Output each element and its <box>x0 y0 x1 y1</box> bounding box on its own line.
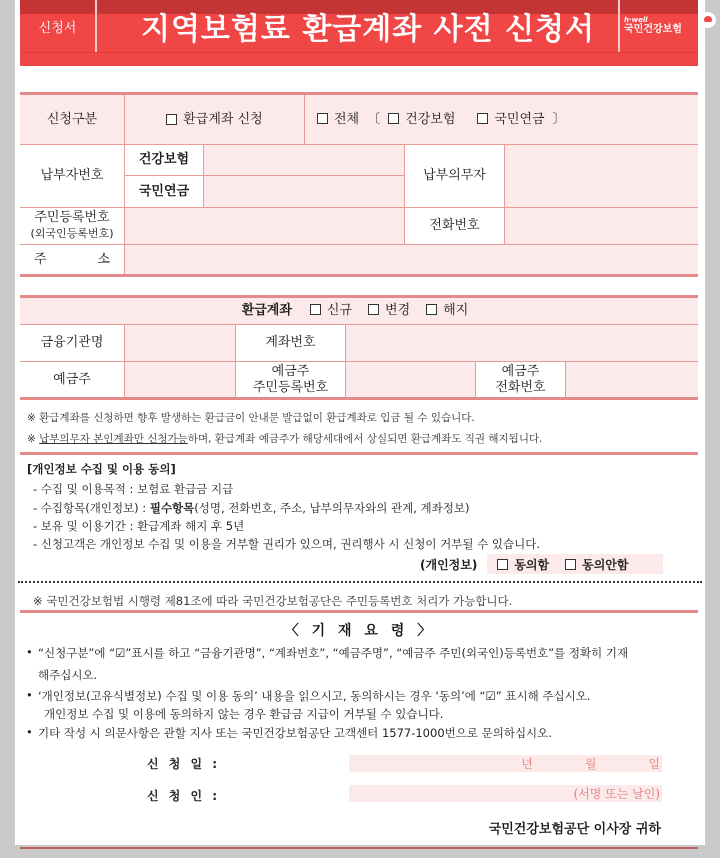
nhis-logo <box>624 16 682 36</box>
privacy-consent <box>420 554 663 574</box>
option-label: 국민연금 <box>494 111 545 127</box>
privacy-item <box>33 500 469 516</box>
date-year: 년 <box>521 757 533 771</box>
checkbox-cancel[interactable] <box>426 304 437 315</box>
header-divider <box>95 0 97 52</box>
refund-account-option[interactable] <box>125 95 305 145</box>
application-date-field[interactable] <box>349 755 662 772</box>
option-disagree[interactable] <box>565 556 628 573</box>
date-month: 월 <box>584 757 597 771</box>
guide-item-text: ‘개인정보(고유식별정보) 수집 및 이용 동의’ 내용을 읽으시고, 동의하시는 경우 ‘동의’에 “☑” 표시해 주십시오. <box>38 689 591 703</box>
holder-rrn-field[interactable] <box>346 362 476 398</box>
privacy-item-rest: (성명, 전화번호, 주소, 납부의무자와의 관계, 계좌정보) <box>194 501 470 515</box>
account-number-field[interactable] <box>346 325 698 362</box>
payer-number-label: 납부자번호 <box>20 145 125 208</box>
note-underlined: 납부의무자 본인계좌만 신청가능 <box>39 433 188 445</box>
header-divider <box>618 0 620 52</box>
option-new[interactable] <box>310 303 352 319</box>
section-divider <box>20 610 698 613</box>
form-header <box>20 0 698 66</box>
checkbox-refund-account[interactable] <box>166 114 177 125</box>
label-line: 전화번호 <box>495 380 546 395</box>
application-type-label: 신청구분 <box>20 95 125 145</box>
option-label: 전체 <box>334 111 360 127</box>
option-health-insurance[interactable] <box>388 112 455 128</box>
bracket-close: 〕 <box>552 111 566 127</box>
obligor-label: 납부의무자 <box>405 145 505 208</box>
option-change[interactable] <box>368 303 410 319</box>
dotted-divider <box>18 581 702 583</box>
applicant-signature-field[interactable] <box>349 785 662 802</box>
privacy-item-bold: 필수항목 <box>149 501 195 515</box>
option-agree[interactable] <box>497 556 549 573</box>
bullet: • <box>26 645 33 659</box>
page-title: 지역보험료 환급계좌 사전 신청서 <box>140 12 596 47</box>
holder-phone-label <box>476 362 566 398</box>
rrn-label-main: 주민등록번호 <box>34 210 110 225</box>
privacy-item-prefix: - 수집항목(개인정보) : <box>33 501 150 515</box>
guide-item-text: 기타 작성 시 의문사항은 관할 지사 또는 국민건강보험공단 고객센터 1577-1000번으로 문의하십시오. <box>38 726 552 740</box>
checkbox-disagree[interactable] <box>565 559 576 570</box>
address-field[interactable] <box>125 245 698 275</box>
applicant-table <box>20 95 698 275</box>
checkbox-change[interactable] <box>368 304 379 315</box>
guide-item <box>26 725 552 741</box>
rrn-field[interactable] <box>125 208 405 245</box>
addressee: 국민건강보험공단 이사장 귀하 <box>488 822 661 837</box>
rrn-label <box>20 208 125 245</box>
section-divider <box>20 452 698 455</box>
bottom-divider <box>20 847 698 849</box>
account-type-row <box>20 298 698 325</box>
option-label: 동의함 <box>514 557 550 572</box>
checkbox-all[interactable] <box>317 113 328 124</box>
rrn-processing-notice: ※ 국민건강보험법 시행령 제81조에 따라 국민건강보험공단은 주민등록번호 처리가 가능합니다. <box>33 594 513 608</box>
national-pension-number-field[interactable] <box>204 176 405 208</box>
national-pension-label: 국민연금 <box>125 176 204 208</box>
option-label: 신규 <box>326 303 353 318</box>
bullet: • <box>26 688 33 702</box>
account-table <box>20 298 698 398</box>
consent-options <box>487 554 663 574</box>
holder-label: 예금주 <box>20 362 125 398</box>
privacy-item: - 수집 및 이용목적 : 보험료 환급금 지급 <box>33 482 234 496</box>
applicant-label: 신 청 인 : <box>147 789 221 803</box>
guide-item-continued: 개인정보 수집 및 이용에 동의하지 않는 경우 환급금 지급이 거부될 수 있습니다. <box>44 707 444 721</box>
bullet: • <box>26 725 33 739</box>
logo-name: 국민건강보험 <box>624 24 682 35</box>
heart-logo-icon <box>700 12 716 28</box>
option-all[interactable] <box>317 112 359 128</box>
account-section-label: 환급계좌 <box>241 303 292 318</box>
option-label: 동의안함 <box>582 557 629 572</box>
holder-field[interactable] <box>125 362 236 398</box>
privacy-item: - 신청고객은 개인정보 수집 및 이용을 거부할 권리가 있으며, 권리행사 시 신청이 거부될 수 있습니다. <box>33 537 540 551</box>
guide-item <box>26 645 629 661</box>
address-label <box>20 245 125 275</box>
option-label: 해지 <box>443 303 469 318</box>
note-owner-account <box>27 431 542 446</box>
rrn-label-sub: (외국인등록번호) <box>30 227 114 240</box>
consent-label: (개인정보) <box>420 557 478 572</box>
guide-item <box>26 688 591 704</box>
option-national-pension[interactable] <box>477 112 544 128</box>
guide-item-continued: 해주십시오. <box>38 668 98 682</box>
address-label-part: 소 <box>97 252 110 267</box>
account-number-label: 계좌번호 <box>236 325 346 362</box>
table-bottom-border <box>20 397 698 400</box>
option-label: 변경 <box>385 303 411 318</box>
bank-label: 금융기관명 <box>20 325 125 362</box>
checkbox-national-pension[interactable] <box>477 113 488 124</box>
phone-field[interactable] <box>505 208 698 245</box>
checkbox-health-insurance[interactable] <box>388 113 399 124</box>
option-label: 건강보험 <box>405 111 456 127</box>
note-rest: 하며, 환급계좌 예금주가 해당세대에서 상실되면 환급계좌도 직권 해지됩니다. <box>187 433 543 445</box>
privacy-item: - 보유 및 이용기간 : 환급계좌 해지 후 5년 <box>33 519 245 533</box>
privacy-title: [개인정보 수집 및 이용 동의] <box>27 462 176 476</box>
phone-label: 전화번호 <box>405 208 505 245</box>
address-label-part: 주 <box>34 252 47 267</box>
bank-field[interactable] <box>125 325 236 362</box>
logo-tagline: h·well <box>624 16 648 24</box>
header-divider-line <box>20 52 698 53</box>
holder-rrn-label <box>236 362 346 398</box>
date-day: 일 <box>648 757 660 771</box>
label-line: 예금주 <box>501 364 540 379</box>
health-insurance-number-field[interactable] <box>204 145 405 176</box>
doc-type-label: 신청서 <box>38 21 77 36</box>
obligor-field[interactable] <box>505 145 698 208</box>
checkbox-agree[interactable] <box>497 559 508 570</box>
option-label: 환급계좌 신청 <box>183 111 263 127</box>
guide-title: 〈 기 재 요 령 〉 <box>284 623 436 639</box>
option-cancel[interactable] <box>426 303 468 319</box>
checkbox-new[interactable] <box>310 304 321 315</box>
label-line: 주민등록번호 <box>252 380 329 395</box>
bracket-open: 〔 <box>367 111 381 127</box>
health-insurance-label: 건강보험 <box>125 145 204 176</box>
note-refund-deposit: ※ 환급계좌를 신청하면 향후 발생하는 환급금이 안내문 발급없이 환급계좌로 입금 될 수 있습니다. <box>27 412 475 424</box>
sign-hint: (서명 또는 날인) <box>573 787 660 801</box>
note-prefix: ※ <box>27 433 40 445</box>
application-date-label: 신 청 일 : <box>147 757 221 771</box>
table-bottom-border <box>20 274 698 277</box>
holder-phone-field[interactable] <box>566 362 698 398</box>
guide-item-text: “신청구분”에 “☑”표시를 하고 “금융기관명”, “계좌번호”, “예금주명”, “예금주 주민(외국인)등록번호”를 정확히 기재 <box>38 646 629 660</box>
insurance-type-options <box>305 95 698 145</box>
label-line: 예금주 <box>271 364 310 379</box>
